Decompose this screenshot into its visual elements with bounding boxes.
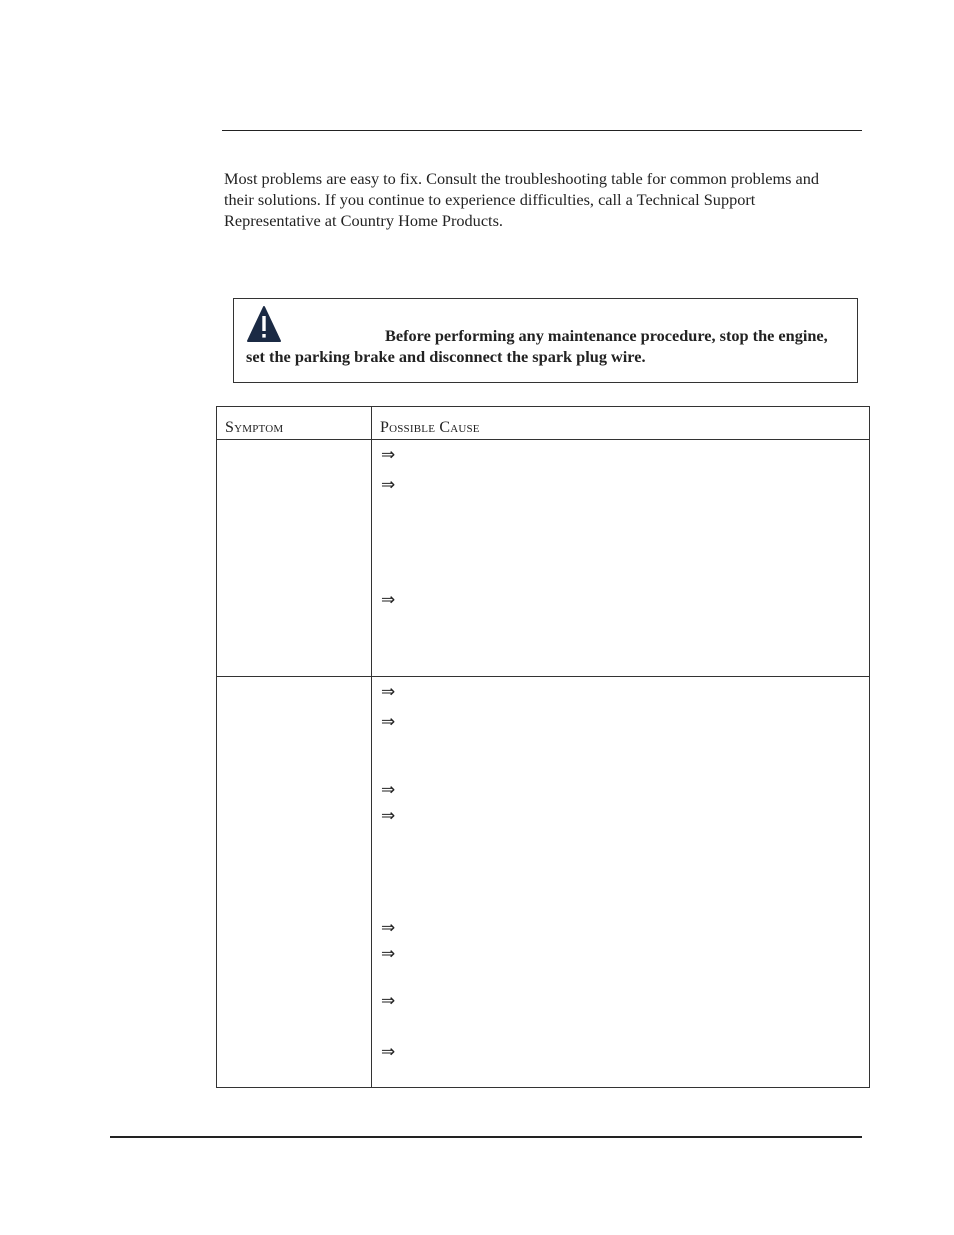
arrow-icon: ⇒ — [381, 590, 396, 610]
cause-cell — [372, 440, 870, 677]
arrow-icon: ⇒ — [381, 475, 396, 495]
arrow-icon: ⇒ — [381, 918, 396, 938]
arrow-icon: ⇒ — [381, 712, 396, 732]
header-rule — [222, 130, 862, 131]
symptom-header: Symptom — [217, 407, 372, 440]
table-header-row — [217, 407, 870, 440]
arrow-icon: ⇒ — [381, 806, 396, 826]
arrow-icon: ⇒ — [381, 1042, 396, 1062]
table-row — [217, 440, 870, 677]
arrow-icon: ⇒ — [381, 780, 396, 800]
arrow-icon: ⇒ — [381, 944, 396, 964]
cause-cell — [372, 677, 870, 1088]
intro-paragraph: Most problems are easy to fix. Consult the troubleshooting table for common problems and their solutions. If you continue to experience difficulties, call a Technical Support Representative at Country Home Products. — [224, 169, 820, 230]
table-row — [217, 677, 870, 1088]
footer-rule — [110, 1136, 862, 1138]
symptom-cell — [217, 677, 372, 1088]
possible-cause-header: Possible Cause — [372, 407, 870, 440]
arrow-icon: ⇒ — [381, 682, 396, 702]
troubleshooting-table — [216, 406, 870, 1088]
arrow-icon: ⇒ — [381, 445, 396, 465]
warning-box — [233, 298, 858, 383]
symptom-cell — [217, 440, 372, 677]
warning-text: Before performing any maintenance procedure, stop the engine, set the parking brake and disconnect the spark plug wire. — [246, 326, 828, 366]
arrow-icon: ⇒ — [381, 991, 396, 1011]
